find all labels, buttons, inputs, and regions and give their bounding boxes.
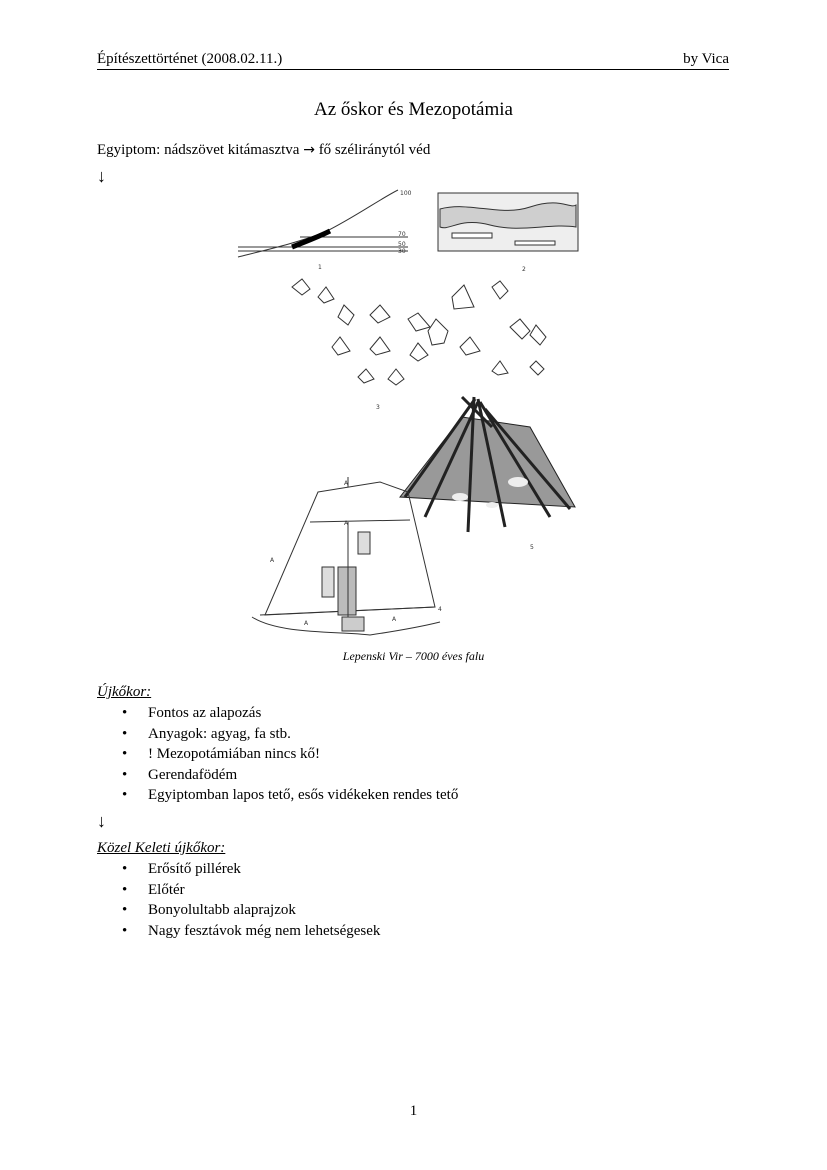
plan-mark-label: A — [392, 616, 397, 623]
figure-number-label: 1 — [318, 264, 322, 271]
intro-rest: fő széliránytól véd — [318, 142, 431, 158]
neolithic-list — [122, 703, 458, 806]
arrow-down-icon: ↓ — [97, 166, 106, 186]
figure-drawing — [230, 187, 600, 647]
near-east-list — [122, 859, 380, 941]
figure-number-label: 70 — [398, 231, 406, 238]
list-item: • Előtér — [122, 880, 380, 901]
lepenski-vir-figure — [230, 187, 600, 647]
bullet-icon: • — [122, 881, 128, 898]
bullet-icon: • — [122, 746, 128, 762]
figure-number-label: 5 — [530, 544, 534, 551]
intro-text: Egyiptom: nádszövet kitámasztva — [97, 142, 300, 158]
bullet-icon: • — [122, 861, 128, 877]
document-title: Az őskor és Mezopotámia — [314, 99, 513, 120]
bullet-icon: • — [122, 766, 128, 783]
list-item: • Erősítő pillérek — [122, 859, 380, 880]
bullet-icon: • — [122, 725, 128, 742]
figure-number-label: 100 — [400, 190, 412, 197]
header-title: Építészettörténet (2008.02.11.) — [97, 51, 283, 67]
section-title-neolithic: Újkőkor: — [97, 684, 152, 700]
arrow-right-icon: → — [303, 142, 315, 158]
figure-number-label: 3 — [376, 404, 380, 411]
page-header — [97, 49, 729, 70]
header-author: by Vica — [683, 51, 729, 67]
plan-mark-label: A — [270, 557, 275, 564]
bullet-icon: • — [122, 787, 128, 803]
list-item: • Gerendafödém — [122, 765, 458, 786]
plan-mark-label: A — [304, 620, 309, 627]
intro-line — [97, 142, 430, 159]
figure-number-label: 4 — [438, 606, 442, 613]
list-item: • Egyiptomban lapos tető, esős vidékeken rendes tető — [122, 785, 458, 806]
list-item: • Bonyolultabb alaprajzok — [122, 900, 380, 921]
figure-caption: Lepenski Vir – 7000 éves falu — [342, 649, 485, 663]
bullet-icon: • — [122, 705, 128, 721]
plan-mark-label: A — [344, 520, 349, 527]
arrow-down-icon: ↓ — [97, 811, 106, 831]
figure-number-label: 2 — [522, 266, 526, 273]
list-item: • Fontos az alapozás — [122, 703, 458, 724]
page-number: 1 — [409, 1103, 418, 1119]
figure-number-label: 50 — [398, 241, 406, 248]
list-item: • Nagy fesztávok még nem lehetségesek — [122, 921, 380, 942]
bullet-icon: • — [122, 922, 128, 939]
plan-mark-label: A — [344, 480, 349, 487]
bullet-icon: • — [122, 902, 128, 918]
list-item: • ! Mezopotámiában nincs kő! — [122, 744, 458, 765]
list-item: • Anyagok: agyag, fa stb. — [122, 724, 458, 745]
section-title-near-east: Közel Keleti újkőkor: — [97, 840, 226, 856]
figure-number-label: 30 — [398, 248, 406, 255]
